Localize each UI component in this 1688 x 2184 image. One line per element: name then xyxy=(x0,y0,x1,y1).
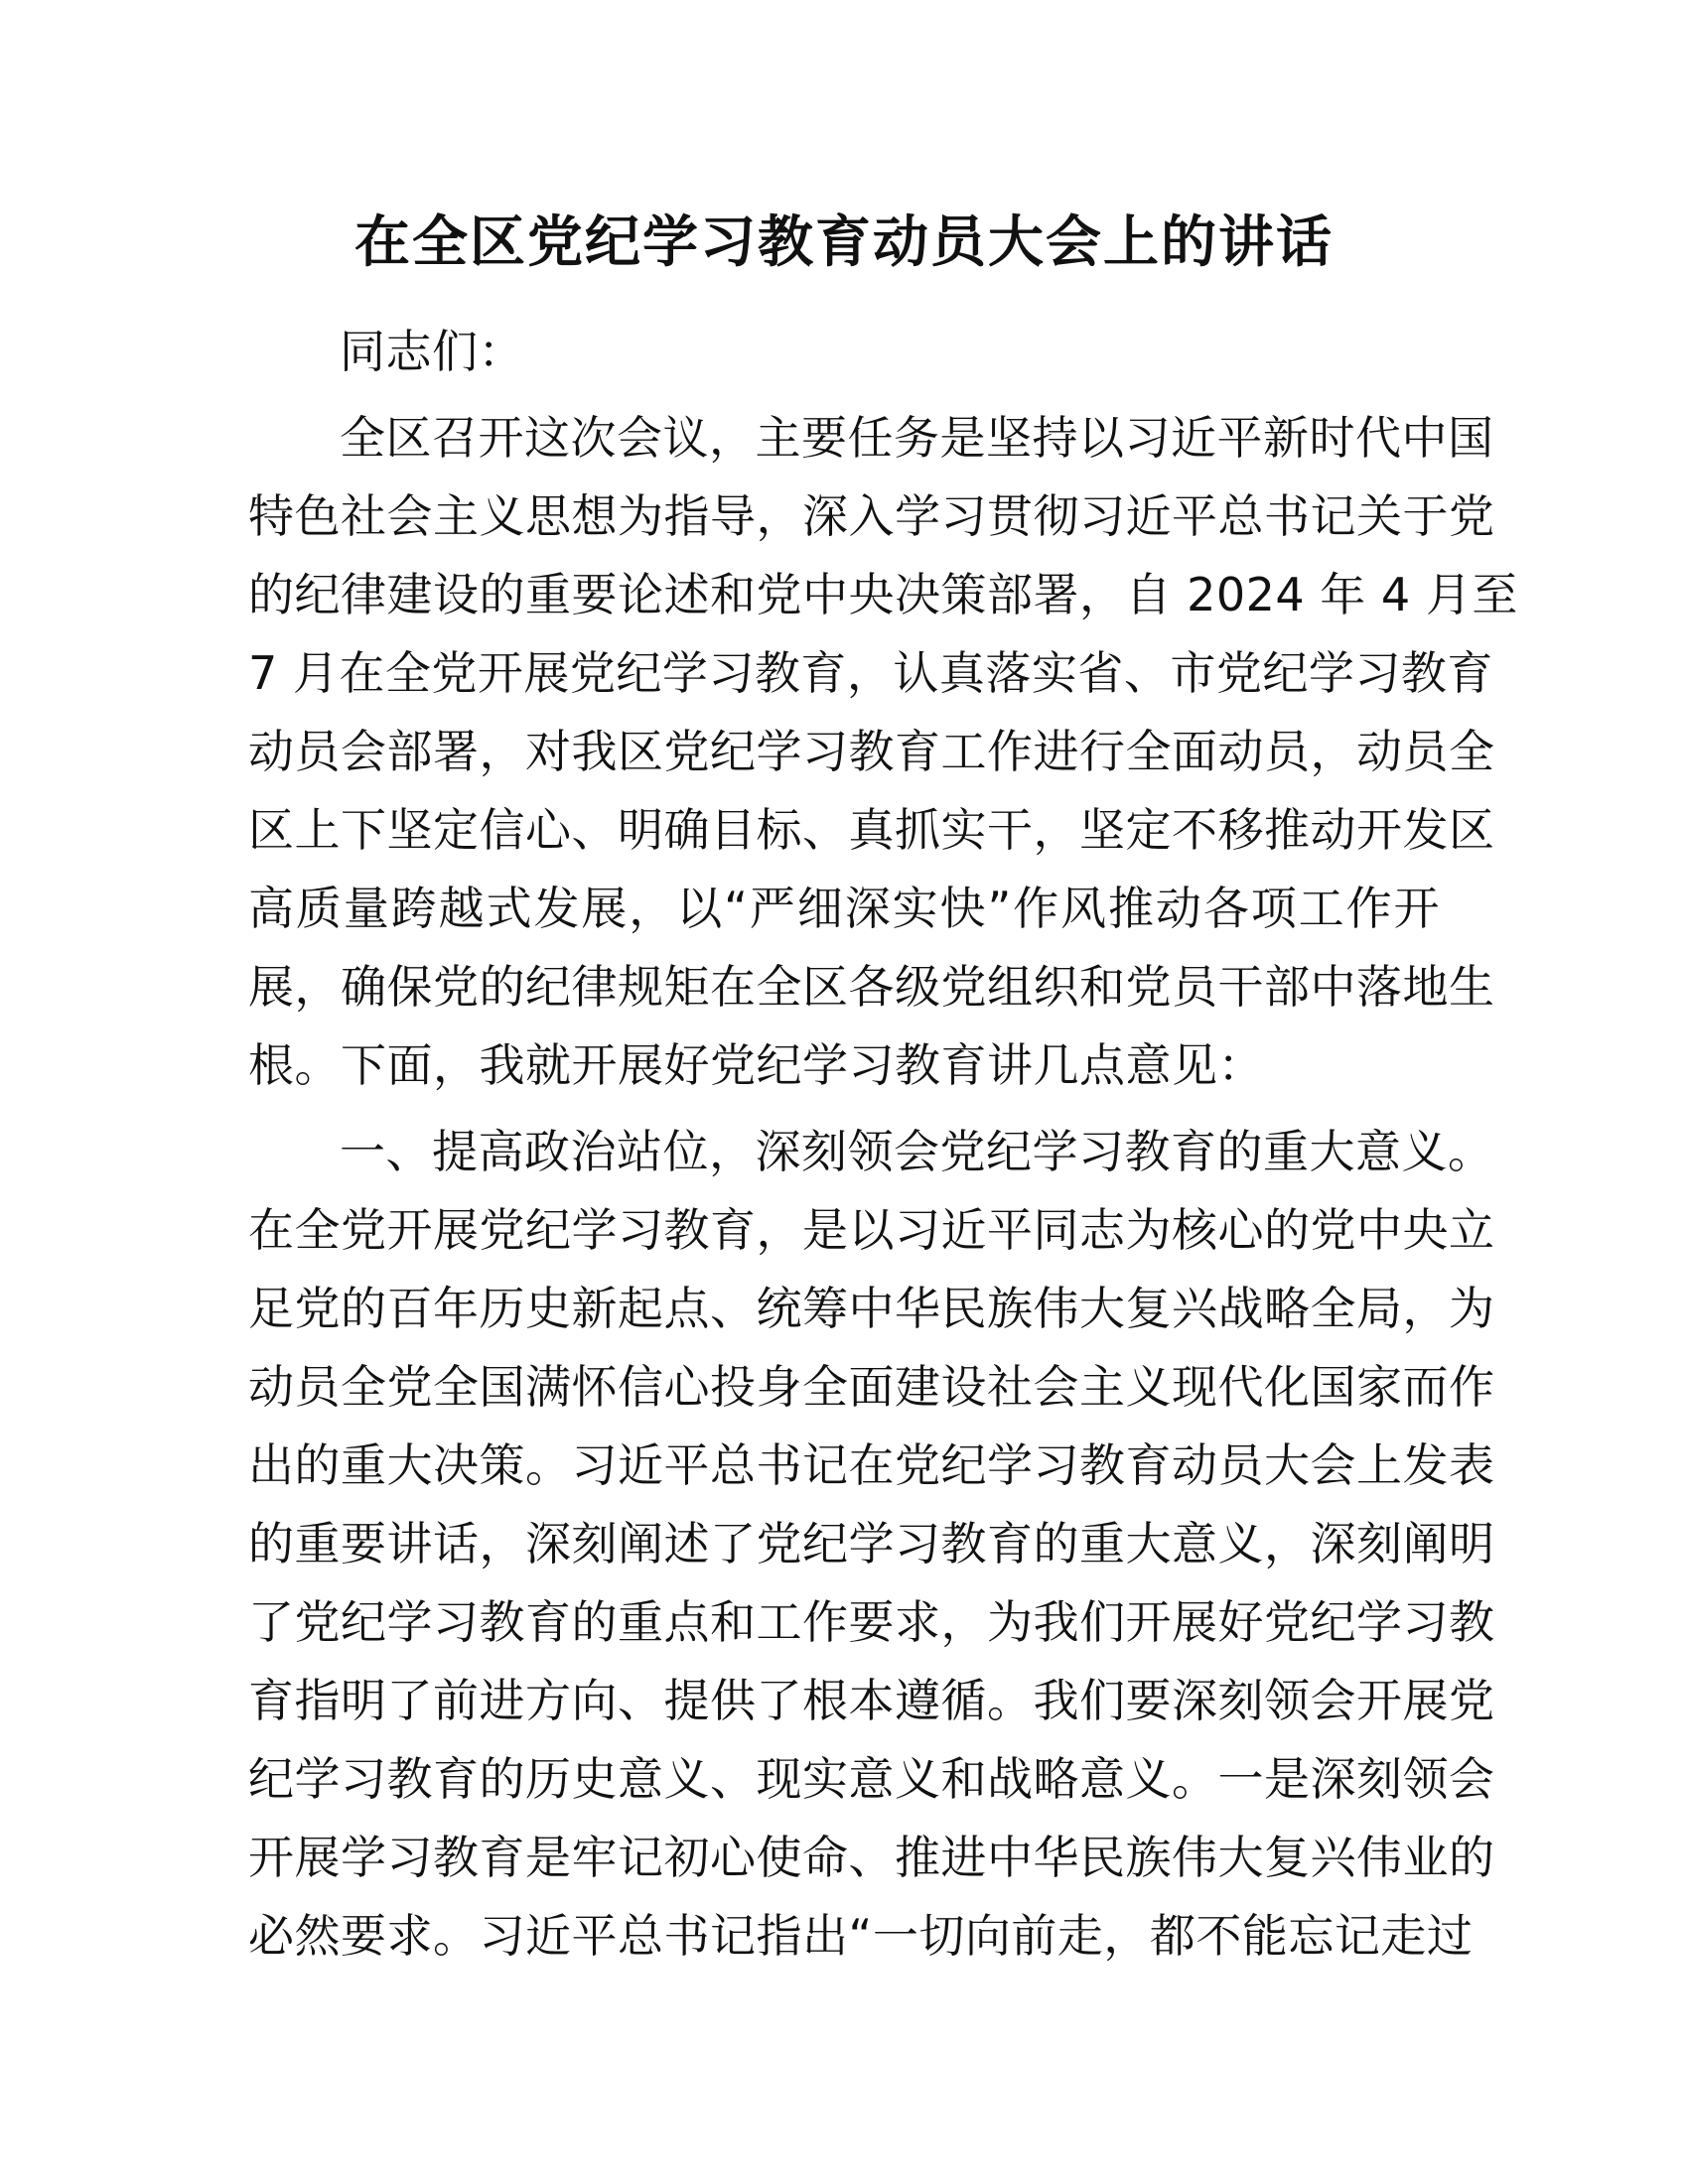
document-title: 在全区党纪学习教育动员大会上的讲话 xyxy=(354,210,1334,275)
paragraph-line: 的纪律建设的重要论述和党中央决策部署，自 2024 年 4 月至 xyxy=(248,568,1518,621)
paragraph-line: 展，确保党的纪律规矩在全区各级党组织和党员干部中落地生 xyxy=(248,960,1495,1014)
paragraph-line: 开展学习教育是牢记初心使命、推进中华民族伟大复兴伟业的 xyxy=(248,1831,1495,1884)
paragraph-1 xyxy=(248,399,1518,1105)
greeting-line: 同志们： xyxy=(340,325,524,378)
paragraph-line: 的重要讲话，深刻阐述了党纪学习教育的重大意义，深刻阐明 xyxy=(248,1517,1495,1570)
paragraph-spacer xyxy=(248,391,1440,399)
paragraph-line: 在全党开展党纪学习教育，是以习近平同志为核心的党中央立 xyxy=(248,1203,1495,1257)
document-body xyxy=(248,313,1518,1976)
paragraph-2 xyxy=(248,1113,1495,1976)
paragraph-line: 足党的百年历史新起点、统筹中华民族伟大复兴战略全局，为 xyxy=(248,1282,1495,1335)
paragraph-line: 特色社会主义思想为指导，深入学习贯彻习近平总书记关于党 xyxy=(248,489,1495,543)
paragraph-line: 出的重大决策。习近平总书记在党纪学习教育动员大会上发表 xyxy=(248,1438,1495,1492)
paragraph-line: 育指明了前进方向、提供了根本遵循。我们要深刻领会开展党 xyxy=(248,1674,1495,1727)
paragraph-line: 一、提高政治站位，深刻领会党纪学习教育的重大意义。 xyxy=(340,1125,1494,1178)
paragraph-line: 根。下面，我就开展好党纪学习教育讲几点意见： xyxy=(248,1038,1264,1092)
paragraph-line: 全区召开这次会议，主要任务是坚持以习近平新时代中国 xyxy=(340,411,1494,465)
paragraph-line: 动员全党全国满怀信心投身全面建设社会主义现代化国家而作 xyxy=(248,1360,1495,1414)
paragraph-line: 了党纪学习教育的重点和工作要求，为我们开展好党纪学习教 xyxy=(248,1595,1495,1649)
paragraph-line: 纪学习教育的历史意义、现实意义和战略意义。一是深刻领会 xyxy=(248,1752,1495,1806)
paragraph-line: 区上下坚定信心、明确目标、真抓实干，坚定不移推动开发区 xyxy=(248,803,1495,857)
paragraph-line: 必然要求。习近平总书记指出“一切向前走，都不能忘记走过 xyxy=(248,1909,1474,1963)
paragraph-spacer xyxy=(248,1105,1440,1113)
paragraph-line: 动员会部署，对我区党纪学习教育工作进行全面动员，动员全 xyxy=(248,725,1495,778)
paragraph-line: 高质量跨越式发展，以“严细深实快”作风推动各项工作开 xyxy=(248,882,1440,935)
paragraph-line: 7 月在全党开展党纪学习教育，认真落实省、市党纪学习教育 xyxy=(248,646,1493,700)
